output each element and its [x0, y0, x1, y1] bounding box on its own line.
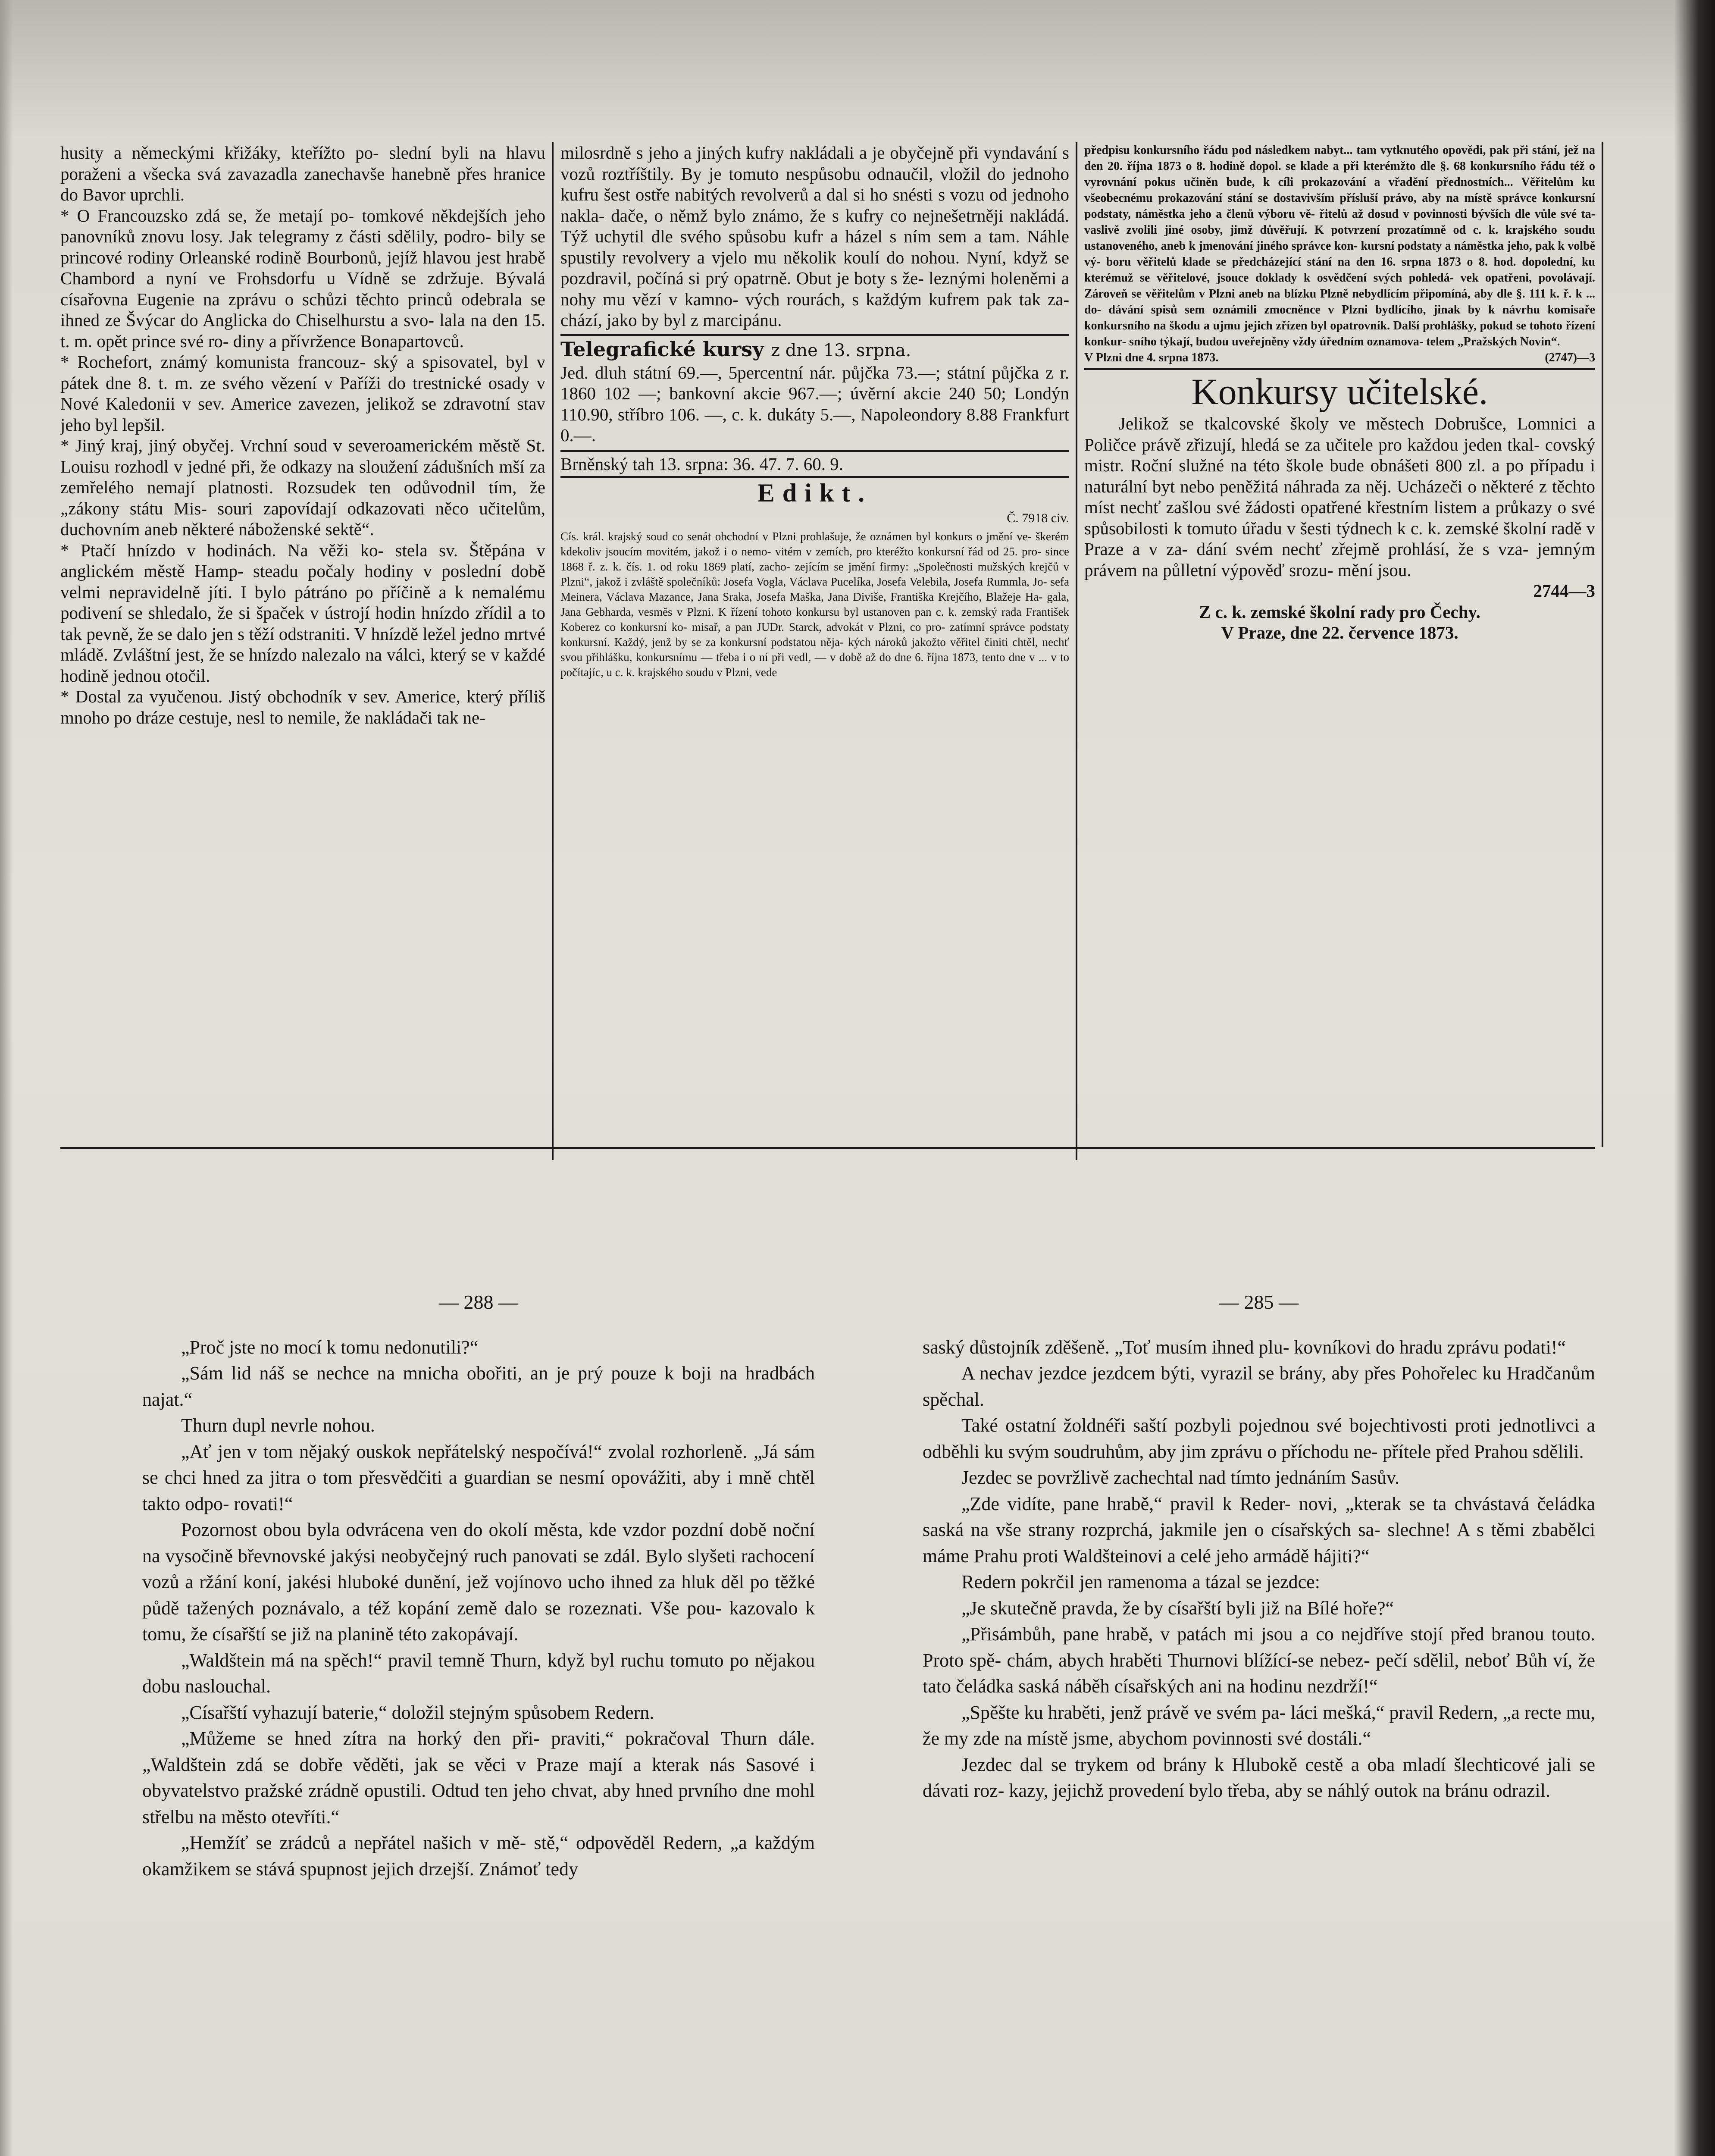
teacher-vacancies-ref: 2744—3: [1533, 581, 1595, 601]
news-item: milosrdně s jeho a jiných kufry nakládali a je obyčejně při vyndavání s vozů roztříštily. By je tomuto nespůsobu odnaučil, vložil do jednoho kufru šest ostře nabitých revolverů a dal si ho snésti s vozu od jednoho nakla- dače, o němž bylo známo, že s kufry co nejnešetrněji nakládá. Týž uchytil dle svého spůsobu kufr a házel s ním sem a tam. Náhle spustily revolvery a vjelo mu několik koulí do nohou. Nyní, když se pozdravil, počíná si prý opatrně. Obut je boty s že- leznými holeněmi a nohy mu vězí v kamno- vých rourách, s každým kufrem pak tak za- chází, jako by byl z marcipánu.: [560, 143, 1069, 330]
news-item: * Dostal za vyučenou. Jistý obchodník v sev. Americe, který příliš mnoho po dráze cestuje, nesl to nemile, že nakládači tak ne-: [60, 686, 545, 727]
book-paragraph: Jezdec se povržlivě zachechtal nad tímto jednáním Sasův.: [961, 1467, 1400, 1488]
column-rule-3: [1602, 142, 1603, 1147]
notice-ref: (2747)—3: [1545, 351, 1595, 364]
edict-number: Č. 7918 civ.: [1007, 511, 1069, 525]
book-paragraph: Pozornost obou byla odvrácena ven do okolí města, kde vzdor pozdní době noční na vysočině břevnovské jakýsi neobyčejný ruch panovati se zdál. Bylo slyšeti rachocení vozů a ržání koní, jakési hluboké dunění, jež vojínovo ucho ihned za hluk děl po těžké půdě tažených poznávalo, a též kopání země dalo se rozeznati. Vše pou- kazovalo k tomu, že císařští se již na planině této zakopávají.: [142, 1519, 815, 1645]
teacher-vacancies: [1084, 368, 1595, 643]
book-paragraph: saský důstojník zděšeně. „Toť musím ihned plu- kovníkovi do hradu zprávu podati!“: [923, 1336, 1566, 1358]
book-paragraph: „Proč jste no mocí k tomu nedonutili?“: [181, 1336, 479, 1358]
book-paragraph: „Sám lid náš se nechce na mnicha obořiti, an je prý pouze k boji na hradbách najat.“: [142, 1363, 815, 1410]
book-page-right: [923, 1289, 1595, 1804]
column-rule-2: [1076, 142, 1077, 1160]
book-paragraph: „Císařští vyhazují baterie,“ doložil stejným spůsobem Redern.: [181, 1702, 654, 1723]
book-paragraph: Thurn dupl nevrle nohou.: [181, 1415, 375, 1436]
teacher-vacancies-title: Konkursy učitelské.: [1191, 371, 1488, 412]
teacher-vacancies-text: Jelikož se tkalcovské školy ve městech Dobrušce, Lomnici a Poličce právě zřizují, hledá se za učitele pro každou jeden tkal- covský mistr. Roční služné na této škole bude obnášeti 800 zl. a po případu i naturální byt nebo peněžitá náhrada za něj. Ucházeči o některé z těchto míst nechť zašlou své žádosti opatřené křestním listem a průkazy o své spůsobilosti k tomuto úřadu v šesti týdnech k c. k. zemské školní radě v Praze a v za- dání svém nechť zřejmě prohlásí, že s vza- jemným právem na půlletní výpověď srozu- mění jsou.: [1084, 414, 1595, 580]
book-paragraph: „Je skutečně pravda, že by císařští byli již na Bílé hoře?“: [961, 1597, 1394, 1619]
exchange-rates-date: z dne 13. srpna.: [770, 340, 911, 360]
notice-block: [1084, 142, 1595, 366]
teacher-vacancies-body: [1084, 413, 1595, 643]
book-paragraph: Jezdec dal se trykem od brány k Hlubokě cestě a oba mladí šlechticové jali se dávati roz- kazy, jejichž provedení bylo třeba, aby se náhlý outok na bránu odrazil.: [923, 1754, 1595, 1801]
news-column-1: [60, 142, 545, 1160]
book-paragraph: „Hemžíť se zrádců a nepřátel našich v mě- stě,“ odpověděl Redern, „a každým okamžikem se stává spupnost jejich drzejší. Známoť tedy: [142, 1832, 815, 1880]
book-paragraph: „Waldštein má na spěch!“ pravil temně Thurn, když byl ruchu tomuto po nějakou dobu naslouchal.: [142, 1649, 815, 1697]
book-paragraph: „Spěšte ku hraběti, jenž právě ve svém pa- láci mešká,“ pravil Redern, „a recte mu, že my zde na místě jsme, abychom povinnosti své dostáli.“: [923, 1702, 1595, 1749]
book-paragraph: „Přisámbůh, pane hrabě, v patách mi jsou a co nejdříve stojí před branou touto. Proto spě- chám, abych hraběti Thurnovi blížící-se nebez- pečí sdělil, neboť Bůh ví, že tato čeládka saská náběh císařských ani na hodinu nezdrží!“: [923, 1623, 1595, 1697]
lottery-result: Brněnský tah 13. srpna: 36. 47. 7. 60. 9.: [560, 454, 843, 474]
scan-edge-left: [0, 0, 13, 2156]
teacher-vacancies-authority: Z c. k. zemské školní rady pro Čechy.: [1199, 602, 1480, 622]
newspaper-clipping: [60, 142, 1612, 1160]
book-paragraph: „Zde vidíte, pane hrabě,“ pravil k Reder- novi, „kterak se ta chvástavá čeládka saská na vše strany rozprchá, jakmile jen o císařských sa- slechne! A s těmi zbabělci máme Prahu proti Waldšteinovi a celé jeho armádě hájiti?“: [923, 1493, 1595, 1567]
edict-body: Cís. král. krajský soud co senát obchodní v Plzni prohlašuje, že oznámen byl konkurs o jmění ve- škerém kdekoliv jsoucím movitém, jakož i o nemo- vitém v zemích, pro kteréžto konkursní řád od 25. pro- since 1868 ř. z. k. čís. 1. od roku 1869 platí, zacho- zejícím se jmění firmy: „Společnosti mužských krejčů v Plzni“, jakož i zvláště společníků: Josefa Vogla, Václava Pucelíka, Josefa Velebila, Josefa Rummla, Jo- sefa Meinera, Václava Mazance, Jana Sraka, Josefa Maška, Jana Diviše, Františka Krejčího, Blažeje Ha- gala, Jana Gebharda, vesměs v Plzni. K řízení tohoto konkursu byl ustanoven pan c. k. zemský rada František Koberez co konkursní ko- misař, a pan JUDr. Starck, advokát v Plzni, co pro- zatímní správce podstaty konkursní. Každý, jenž by se za konkursní podstatou něja- kých nároků jakožto věřitel činiti chtěl, nechť svou přihlášku, konkursnímu — třeba i o ní při vedl, — v době až do dne 6. října 1873, tento dne v ... v to počítajíc, u c. k. krajského soudu v Plzni, vede: [560, 530, 1069, 679]
column-rule-1: [552, 142, 554, 1160]
news-item: * Jiný kraj, jiný obyčej. Vrchní soud v severoamerickém městě St. Louisu rozhodl v jedné při, že odkazy na sloužení zádušních mší za zemřelého nemají platnosti. Rozsudek ten odůvodnil tím, že „zákony státu Mis- souri zapovídají odkazovati něco učitelům, duchovním aneb některé náboženské sektě“.: [60, 436, 545, 539]
book-paragraph: „Ať jen v tom nějaký ouskok nepřátelský nespočívá!“ zvolal rozhorleně. „Já sám se chci hned za jitra o tom přesvědčiti a guardian se nesmí opovážiti, aby i mně chtěl takto odpo- rovati!“: [142, 1441, 815, 1514]
news-column-2: [560, 142, 1069, 1160]
news-item: * O Francouzsko zdá se, že metají po- tomkové někdejších jeho panovníků znovu losy. Jak telegramy z části sdělily, podro- bily se princové rodiny Orleanské rodině Bourbonů, jejíž hlavou jest hrabě Chambord a nyní ve Frohsdorfu u Vídně se zdržuje. Bývalá císařovna Eugenie na zprávu o schůzi těchto princů odebrala se ihned ze Švýcar do Anglicka do Chiselhurstu a svo- lala na den 15. t. m. opět prince své ro- diny a přívržence Bonapartovců.: [60, 205, 545, 351]
book-paragraph: A nechav jezdce jezdcem býti, vyrazil se brány, aby přes Pohořelec ku Hradčanům spěchal.: [923, 1363, 1595, 1410]
lottery-box: [560, 450, 1069, 478]
news-item: * Rochefort, známý komunista francouz- ský a spisovatel, byl v pátek dne 8. t. m. ze svého vězení v Paříži do trestnické osady v Nové Kaledonii v sev. Americe zavezen, jelikož se zdravotní stav jeho byl lepšil.: [60, 352, 545, 435]
news-item: husity a německými křižáky, kteřížto po- slední byli na hlavu poraženi a všecka svá zavazadla zanechavše hanebně přes hranice do Bavor uprchli.: [60, 143, 545, 204]
edict-title: Edikt.: [757, 479, 873, 507]
exchange-rates-heading: Telegrafické kursy: [560, 337, 764, 361]
page-number-right: — 285 —: [1219, 1291, 1299, 1313]
book-paragraph: Redern pokrčil jen ramenoma a tázal se jezdce:: [961, 1571, 1320, 1592]
book-paragraph: Také ostatní žoldnéři saští pozbyli pojednou své bojechtivosti proti jednotlivci a odběhli ku svým soudruhům, aby jim zprávu o příchodu ne- přítele před Prahou sdělili.: [923, 1415, 1595, 1462]
page-number-left: — 288 —: [439, 1291, 518, 1313]
book-page-left: [142, 1289, 815, 1882]
teacher-vacancies-date: V Praze, dne 22. července 1873.: [1221, 623, 1458, 642]
notice-body: předpisu konkursního řádu pod následkem nabyt... tam vytknutého opovědi, pak při stání, jež na den 20. října 1873 o 8. hodině dopol. se klade a při kterémžto dle §. 68 konkursního řádu též o vyrovnání pokus učiněn bude, k cíli prokazování a vřadění přednostních... Věřitelům ku všeobecnému prokazování stání se dostavivším přísluší právo, aby na místě správce konkursní podstaty, náměstka jeho a členů výboru vě- řitelů až dosud v povinnosti bývších dle vůle své ta- vaslivě zvolili jiné osoby, jimž důvěřují. K potvrzení prozatímně od c. k. krajského soudu ustanoveného, aneb k jmenování jiného správce kon- kursní podstaty a náměstka jeho, pak k volbě vý- boru věřitelů klade se předcházející stání na den 16. srpna 1873 o 8. hod. dopolední, ku kterémuž se věřitelové, jsouce doklady k osvědčení svých pohledá- vek opatřeni, povolávají. Zároveň se věřitelům v Plzni aneb na blízku Plzně nebydlícím připomíná, aby dle §. 111 k. ř. k ... do- dávání spisů sem oznámili zmocněnce v Plzni bydlícího, jinak by k návrhu komisaře konkursního na škodu a ujmu jejich zřízen byl opatrovník. Další prohlášky, pokud se tohoto řízení konkur- sního týkají, budou uveřejněny vždy úředním oznamova- telem „Pražských Novin“.: [1084, 144, 1595, 348]
scan-edge-right: [1674, 0, 1715, 2156]
book-paragraph: „Můžeme se hned zítra na horký den při- praviti,“ pokračoval Thurn dále. „Waldštein zdá se dobře věděti, jak se věci v Praze mají a kterak nás Sasové i obyvatelstvo pražské zrádně opustili. Odtud ten jeho chvat, aby hned prvního dne mohl střelbu na město otevříti.“: [142, 1728, 815, 1827]
exchange-rates-body: Jed. dluh státní 69.—, 5percentní nár. půjčka 73.—; státní půjčka z r. 1860 102 —; bankovní akcie 967.—; úvěrní akcie 240 50; Londýn 110.90, stříbro 106. —, c. k. dukáty 5.—, Napoleondory 8.88 Frankfurt 0.—.: [560, 362, 1069, 445]
news-item: * Ptačí hnízdo v hodinách. Na věži ko- stela sv. Štěpána v anglickém městě Hamp- steadu počaly hodiny v poslední době velmi nepravidelně jíti. I bylo pátráno po příčině a k nemalému podivení se shledalo, že si špaček v ústrojí hodin hnízdo zřídil a to tak pevně, že se dalo jen s těží odstraniti. V hnízdě ležel jedno mrtvé mládě. Zvláštní jest, že se hnízdo nalezalo na válci, který se v každé hodině jednou otočil.: [60, 540, 545, 686]
exchange-rates-title: [560, 338, 1069, 362]
exchange-rates: [560, 334, 1069, 446]
notice-place-date: V Plzni dne 4. srpna 1873.: [1084, 351, 1219, 364]
news-column-3: [1084, 142, 1595, 1160]
notice-footer: [1084, 350, 1595, 366]
